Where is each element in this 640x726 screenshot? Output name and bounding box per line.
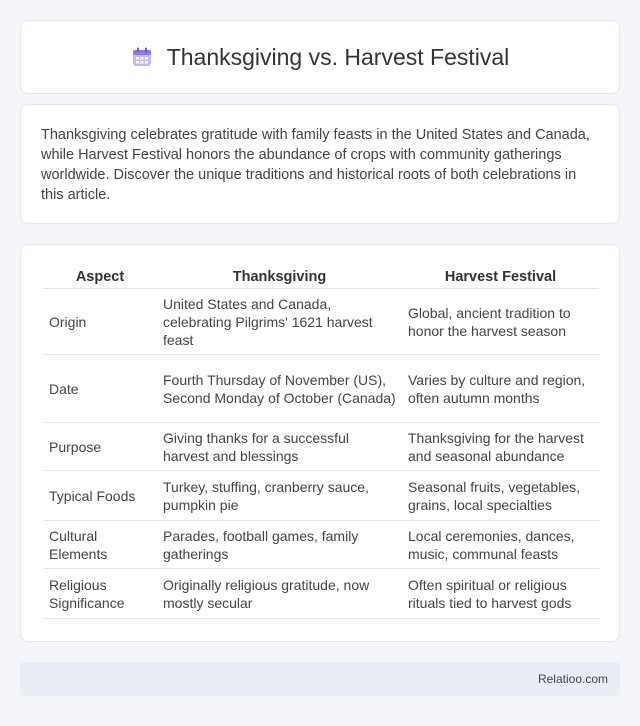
table-cell: Varies by culture and region, often autumn months — [402, 355, 599, 423]
title-card — [20, 20, 620, 94]
table-cell: Parades, football games, family gatherings — [157, 521, 402, 569]
column-header: Aspect — [43, 265, 157, 289]
table-cell: Origin — [43, 289, 157, 355]
intro-text: Thanksgiving celebrates gratitude with family feasts in the United States and Canada, while Harvest Festival honors the abundance of crops with community gatherings worldwide. Discover the unique traditions and historical roots of both celebrations in this article. — [41, 127, 590, 203]
comparison-card — [20, 244, 620, 642]
table-cell: Seasonal fruits, vegetables, grains, local specialties — [402, 471, 599, 521]
comparison-table — [43, 265, 599, 619]
table-cell: Global, ancient tradition to honor the harvest season — [402, 289, 599, 355]
table-cell: Fourth Thursday of November (US), Second Monday of October (Canada) — [157, 355, 402, 423]
table-cell: Religious Significance — [43, 569, 157, 619]
page-title: Thanksgiving vs. Harvest Festival — [166, 43, 510, 70]
table-cell: Turkey, stuffing, cranberry sauce, pumpkin pie — [157, 471, 402, 521]
table-row — [43, 289, 599, 355]
table-cell: Originally religious gratitude, now mostly secular — [157, 569, 402, 619]
table-cell: Giving thanks for a successful harvest and blessings — [157, 423, 402, 471]
column-header: Thanksgiving — [157, 265, 402, 289]
table-cell: Cultural Elements — [43, 521, 157, 569]
calendar-icon — [131, 46, 153, 68]
table-row — [43, 355, 599, 423]
table-cell: Purpose — [43, 423, 157, 471]
table-header-row — [43, 265, 599, 289]
table-cell: Often spiritual or religious rituals tied to harvest gods — [402, 569, 599, 619]
table-cell: Typical Foods — [43, 471, 157, 521]
table-cell: Local ceremonies, dances, music, communal feasts — [402, 521, 599, 569]
table-cell: Thanksgiving for the harvest and seasonal abundance — [402, 423, 599, 471]
intro-card — [20, 104, 620, 224]
table-cell: Date — [43, 355, 157, 423]
footer-brand: Relatioo.com — [537, 672, 608, 686]
footer — [20, 662, 620, 696]
table-cell: United States and Canada, celebrating Pilgrims' 1621 harvest feast — [157, 289, 402, 355]
table-row — [43, 569, 599, 619]
table-row — [43, 521, 599, 569]
column-header: Harvest Festival — [402, 265, 599, 289]
table-row — [43, 471, 599, 521]
table-row — [43, 423, 599, 471]
